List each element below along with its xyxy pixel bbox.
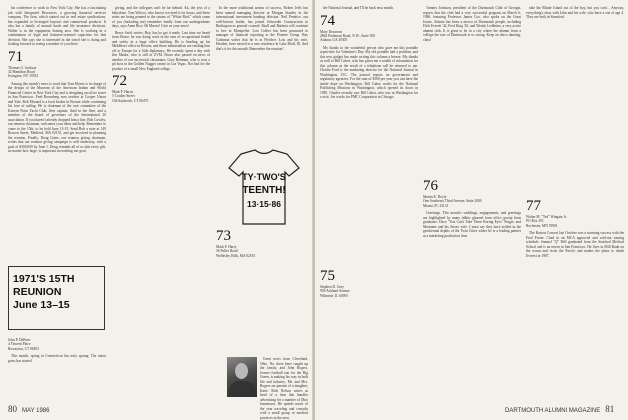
address-line: 32 Hamilton Road bbox=[8, 69, 35, 74]
right-column-2 bbox=[423, 6, 521, 402]
left-column-3-photo-text bbox=[260, 357, 308, 420]
left-column-2 bbox=[112, 6, 210, 402]
class-number-75: 75 bbox=[320, 267, 335, 284]
column-text: Tommy Johnson, president of the Dartmouth Club of Georgia, reports that the club had a very successful program on March 6, 1986, featuring Professor James Cox, who spoke on the Great Issues. Atlanta has been a mecca of Dartmouth people, including Dick Everett '42, Fred King '45, and Wendy Ledbetter, a very active alumni club. It is great to be in a city where the alumni from a college the size of Dartmouth is so strong. Keep on disco dancing, class! bbox=[423, 6, 521, 42]
class-secretary-address bbox=[8, 66, 106, 79]
address-line: 36 Fuller Road bbox=[216, 249, 238, 254]
right-column-1 bbox=[320, 6, 418, 402]
left-page-footer bbox=[8, 404, 49, 414]
address-line: Mark F. Harry bbox=[216, 245, 237, 249]
column-text: In the more traditional arenas of success, Robert Jeffs has been named managing director at Morgan Stanley in the international investment banking division. Neil Prentice, our well-known leader, has joined Schroeder Construction in Burlington as general counsel. Skull and Barbera will continue to live in Montpelier. Lois Collier has been promoted to manager of financial reporting at the Pioneer Group. Ray Cashman writes that he is at Fletcher. Lois and his wife, Heather, have moved to a new residence in Lake Bluff, Ill. And that's it for this month. Remember the reunion! bbox=[216, 6, 308, 51]
column-text: take the Rhode Island out of the boy, but you can't... Anyway, everything's okay with John and his wife, who have a son of age 4. They are both in Stamford. bbox=[526, 6, 624, 19]
class-secretary-address bbox=[112, 90, 210, 103]
column-text: giving, and the collegues can't be far behind. Ah, the joys of a babydone. Tom Wilcox, who knows we need it for hours, and these notes are being penned to the strains of "White Bird," which some of you (including me) remember fondly from our undergraduate days, says Anne Rice. Hi Marcia! Give us your news! bbox=[112, 6, 210, 28]
class-secretary-address bbox=[320, 30, 418, 43]
left-column-3-mid bbox=[216, 226, 308, 356]
address-line: One Southeast Third Avenue, Suite 2000 bbox=[423, 199, 482, 204]
photo-face bbox=[235, 363, 248, 379]
reunion-dates: June 13–15 bbox=[13, 299, 70, 311]
classmate-photo bbox=[227, 357, 257, 397]
address-line: Walter M. "Ted" Wingate Jr. bbox=[526, 215, 567, 219]
address-line: 2864 Piedmont Road, N.W., Suite 500 bbox=[320, 33, 376, 38]
address-line: Mark F. Harris bbox=[112, 90, 134, 94]
class-notes-text: The Boston Concert last October was a stunning success with the Fred Foster. Chad in an MCA approved and sold-out touring schedule. Samuel "Q" Bell graduated from the Stanford Medical School and is an intern in San Francisco. He lives in Mill Bank on the ocean and visits the Pacific and makes the plans to climb Everest in 1987. bbox=[526, 231, 624, 258]
class-number-73: 73 bbox=[216, 228, 231, 244]
address-line: John P. DeBoer bbox=[8, 338, 31, 342]
address-line: 5 Coulter Street bbox=[112, 94, 135, 99]
class-notes-text: Among this month's news is word that Tom Morris is in charge of the design of the Museum of the American Indian and World Financial Center in New York City and is designing an office tower in San Francisco. Fred Rosenberg now teaches at Cooper Union and Yale. Bob Morand is a food broker in Boston while continuing his love of sailing. He is chairman of the race committee of the Eastern Point Yacht Club, fleet captain, third in the fleet, and a member of the board of governors of the International 20 association. If you haven't already dropped him a line, Bob Cowley, our reunion chairman, welcomes your ideas and help. Remember to come to the 15th, to be held June 13-15. Send Bob a note at 149 Beacon Street, Medford, MA 02155, and get involved in planning the reunion. Finally, Doug Gates, our reunion giving chairman, writes that our reunion giving campaign is well underway, with a goal of $300,000 by June 1. Doug reminds all of us that every gift, no matter how large, is important in reaching our goal. bbox=[8, 81, 106, 154]
column-text: Great news from Cleveland, Ohio. No. three have caught up the family, and John Rogers, former football star for the Big Green, is making his way in both life and industry. Mr. and Mrs. Rogers are parents of a daughter, Katie. Rich Nelson writes as head of a firm that handles advertising for a number of Ohio businesses. He spends much of the year traveling and consults with a small group of medical practices in the area. bbox=[260, 357, 308, 420]
address-line: Rowayton, CT 06853 bbox=[8, 346, 39, 351]
class-notes-text: This month, spring in Connecticut has truly sprung. The onion grass has started bbox=[8, 354, 106, 363]
tshirt-graphic bbox=[227, 148, 301, 226]
address-line: Wellesley Hills, MA 02181 bbox=[216, 253, 256, 258]
class-secretary-address bbox=[526, 215, 624, 228]
reunion-announcement-box bbox=[8, 266, 105, 330]
left-page bbox=[0, 0, 313, 420]
address-line: Atlanta, GA 30305 bbox=[320, 38, 348, 43]
address-line: Irvington, NY 10533 bbox=[8, 74, 39, 79]
address-line: Wilmette, IL 60091 bbox=[320, 293, 349, 298]
column-text: Bruce Swift writes: Boy, has he got it made. Last time we heard from Bruce, he was doing work in the area of occupational health and safety in a large office building. He is heading up his Middlesex office in Boston, and those industrialists are sending him off to Europe for a little diplomacy. He recently spent a day with Jim Meaks, who is still at UVM. Bruce also passed on news of another of our successful classmates, Gary Bohman, who is now a pit boss in the Golden Nugget casino in Las Vegas. Not bad for the product of a small New England college. bbox=[112, 30, 210, 71]
class-number-72: 72 bbox=[112, 73, 127, 89]
reunion-title-line: REUNION bbox=[13, 286, 62, 298]
page-number: 80 bbox=[8, 404, 17, 414]
class-notes-text: My thanks to the wonderful person who gave me this portable typewriter for Valentine's Day. My old portable had a problem, and this new gadget has made writing this column a breeze. My thanks as well to Bill Cahoe, who has given me a wealth of information for this column as the result of a telephone call he returned to me. Charlie Ford is the marketing director for the National Journal in Washington, D.C. The journal reports on government and regulatory agencies. For the sum of $500 per year you can have the inside dope on Washington. Bill Cahoe works for the National Publishing Missions in Washington, which opened its doors in 1985. Charles recently saw Bill Cabot, who was in Washington for a visit. Joe works for PMC Corporation in Chicago. bbox=[320, 45, 418, 100]
column-text bbox=[8, 6, 106, 47]
address-line: Martin E. Doyle bbox=[423, 195, 447, 199]
address-line: Old Saybrook, CT 06475 bbox=[112, 98, 149, 103]
class-number-77: 77 bbox=[526, 198, 541, 214]
address-line: Stephen D. Grey bbox=[320, 284, 345, 289]
magazine-name: DARTMOUTH ALUMNI MAGAZINE bbox=[505, 408, 601, 414]
reunion-title-line: 1971'S 15TH bbox=[13, 273, 75, 285]
tshirt-text-line: TY·TWO'S bbox=[242, 172, 286, 182]
right-page bbox=[315, 0, 628, 420]
address-line: Miami, FL 33131 bbox=[423, 203, 449, 208]
address-line: Thomas G. Jackson bbox=[8, 65, 37, 70]
class-secretary-address bbox=[8, 338, 106, 351]
right-page-footer bbox=[505, 404, 614, 414]
class-number-74: 74 bbox=[320, 12, 335, 29]
address-line: PO Box 291 bbox=[526, 219, 544, 224]
address-line: 958 Ashland Avenue bbox=[320, 289, 350, 294]
tshirt-text-line: TEENTH! bbox=[242, 185, 286, 196]
left-column-3-top bbox=[216, 6, 308, 146]
right-column-3 bbox=[526, 6, 624, 402]
column-text: the National Journal, and I'll be back next month. bbox=[323, 6, 394, 10]
class-secretary-address bbox=[216, 245, 308, 258]
intro-paragraph: his conference to work in New York City. She has a fascinating job with Integrated Resources, a growing financial services company. The firm, which started out in real estate syndications, has expanded to leveraged buyouts and commercial products. It also has a family of mutual funds and life insurance divisions. Walter is in the equipment leasing area. She is working in a combination of legal and business-oriented capacities for that division. She says she is interested in the travel she is doing and looking forward to seeing a number of you there. bbox=[8, 6, 106, 46]
photo-shoulders bbox=[229, 381, 255, 397]
tshirt-text-line: 13·15·86 bbox=[246, 199, 282, 209]
left-column-1-bottom bbox=[8, 338, 106, 400]
class-secretary-address bbox=[423, 195, 521, 208]
page-number: 81 bbox=[605, 404, 615, 414]
address-line: Rochester, MN 55901 bbox=[526, 223, 558, 228]
address-line: 4 Vincent Place bbox=[8, 342, 31, 347]
class-number-76: 76 bbox=[423, 178, 438, 194]
address-line: Mary Donovan bbox=[320, 29, 342, 34]
class-notes-text: Greetings. This month's weddings, engagements, and greetings are highlighted by many tidbits gleaned from office gossip from graduates: Dave "You Can't Take These Boring Eyes" Prager, and Marianne and his Jersey wife. I must say they have settled in the geothermal depths of the Twin Cities where he is a leading partner at a marketing production firm. bbox=[423, 211, 521, 238]
class-secretary-address bbox=[320, 285, 418, 298]
class-number-71: 71 bbox=[8, 48, 23, 65]
issue-date: MAY 1986 bbox=[22, 408, 50, 414]
